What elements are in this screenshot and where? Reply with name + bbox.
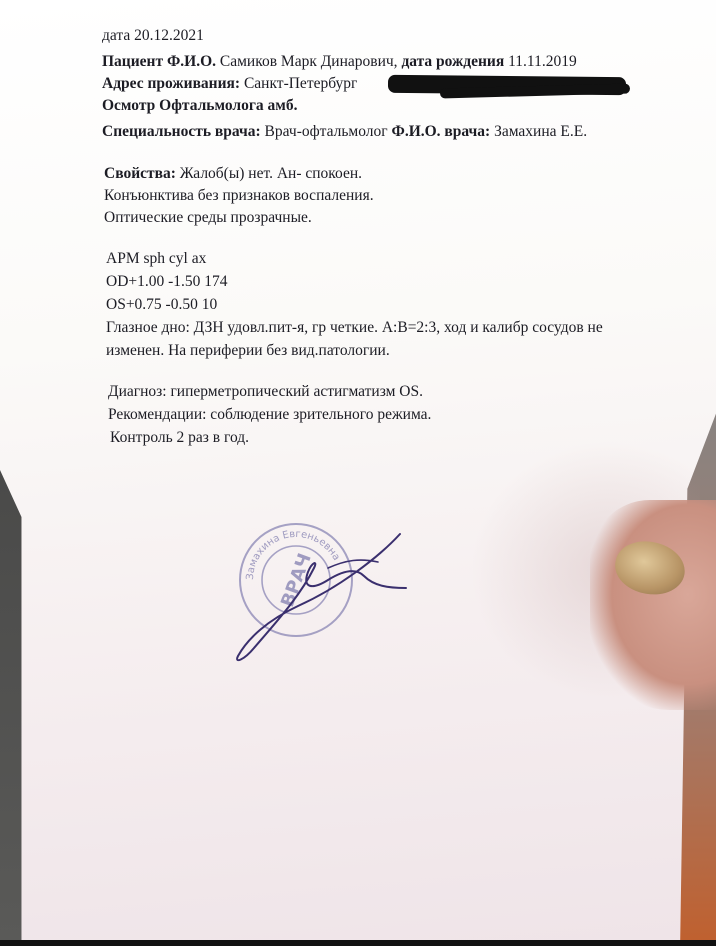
bottom-edge xyxy=(0,940,716,946)
props-line xyxy=(104,164,362,184)
fundus-line-1: Глазное дно: ДЗН удовл.пит-я, гр четкие. А:В=2:3, ход и калибр сосудов не xyxy=(106,319,603,336)
diagnosis-line: Диагноз: гиперметропический астигматизм OS. xyxy=(108,383,423,400)
stamp-ring-text: Замахина Евгеньевна xyxy=(244,528,342,581)
dob-value: 11.11.2019 xyxy=(508,53,577,70)
refraction-od: OD+1.00 -1.50 174 xyxy=(106,273,228,290)
exam-title: Осмотр Офтальмолога амб. xyxy=(102,97,298,114)
props-label: Свойства: xyxy=(104,165,176,182)
specialty-label: Специальность врача: xyxy=(102,123,261,140)
address-label: Адрес проживания: xyxy=(102,75,241,92)
address-line xyxy=(102,74,357,94)
date-line: дата 20.12.2021 xyxy=(102,27,204,44)
patient-line xyxy=(102,52,577,72)
doctor-name: Замахина Е.Е. xyxy=(494,123,588,140)
patient-name: Самиков Марк Динарович, xyxy=(219,53,398,70)
refraction-os: OS+0.75 -0.50 10 xyxy=(106,296,218,313)
address-value: Санкт-Петербург xyxy=(243,75,358,92)
doctor-label: Ф.И.О. врача: xyxy=(391,123,491,140)
patient-label: Пациент Ф.И.О. xyxy=(102,53,217,70)
props-value: Жалоб(ы) нет. Ан- спокоен. xyxy=(179,165,363,182)
specialty-line xyxy=(102,122,587,142)
conjunctiva-line: Конъюнктива без признаков воспаления. xyxy=(104,187,374,204)
optics-line: Оптические среды прозрачные. xyxy=(104,209,312,226)
stamp-center-text: ВРАЧ xyxy=(277,550,316,610)
dob-label: дата рождения xyxy=(401,53,505,70)
control-line: Контроль 2 раз в год. xyxy=(110,429,250,446)
doctor-signature xyxy=(228,528,418,668)
recommendations-line: Рекомендации: соблюдение зрительного режима. xyxy=(108,406,432,423)
specialty-value: Врач-офтальмолог xyxy=(264,123,388,140)
finger xyxy=(590,500,716,710)
refraction-header: АРМ sph cyl ax xyxy=(106,250,207,267)
fundus-line-2: изменен. На периферии без вид.патологии. xyxy=(106,342,390,359)
